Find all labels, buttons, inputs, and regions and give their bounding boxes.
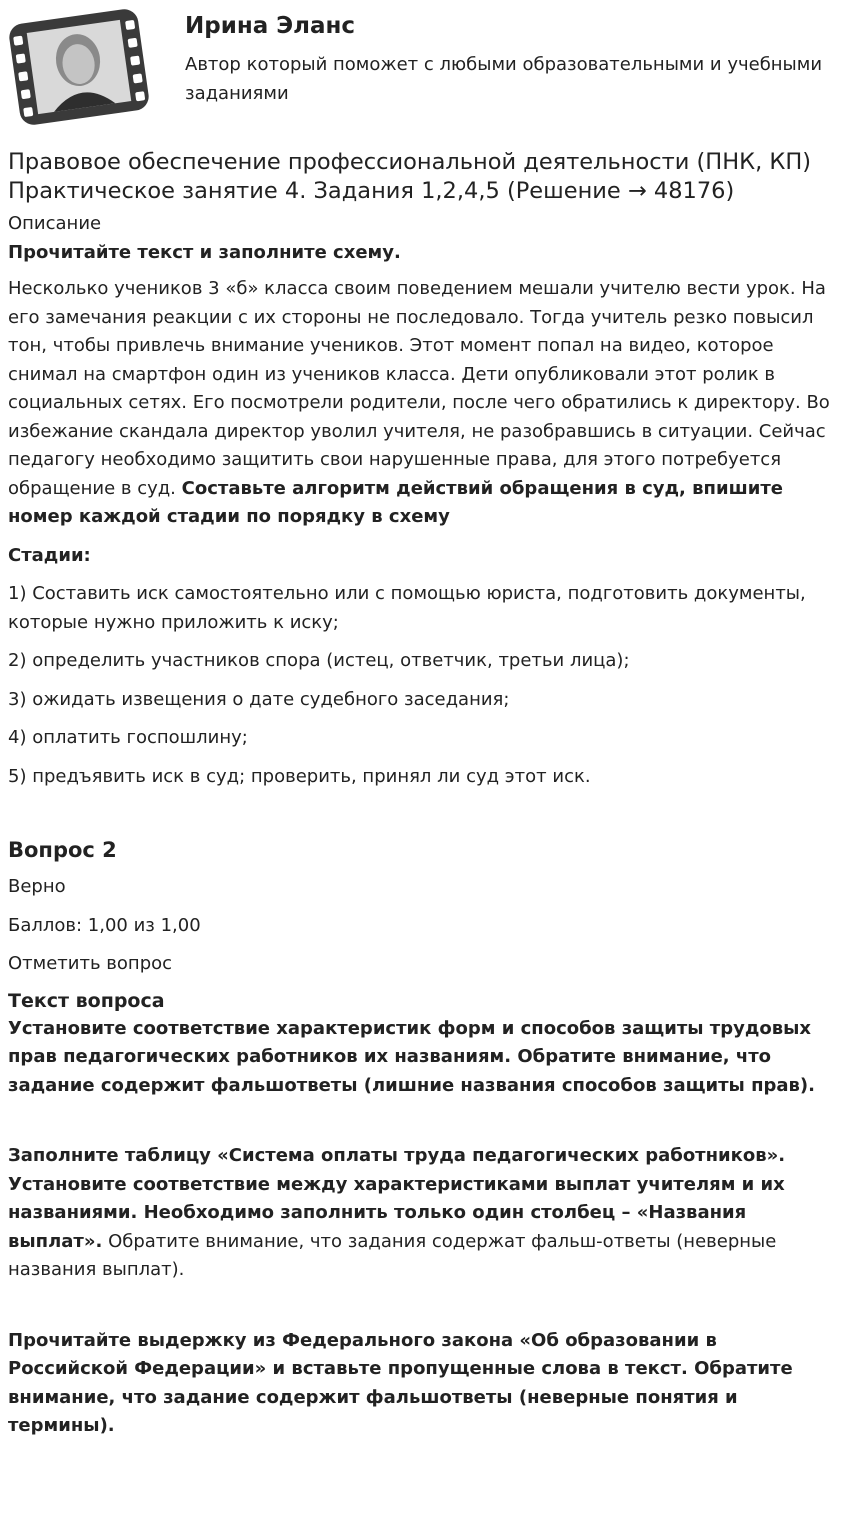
stage-item: 5) предъявить иск в суд; проверить, принял ли суд этот иск. <box>8 765 591 787</box>
task1-instruction: Составьте алгоритм действий обращения в суд, впишите номер каждой стадии по порядку в схему <box>8 477 783 527</box>
author-name[interactable]: Ирина Эланс <box>185 13 356 39</box>
description-label: Описание <box>8 213 102 234</box>
task5-text: Прочитайте выдержку из Федерального закона «Об образовании в Российской Федерации» и вставьте пропущенные слова в текст. Обратите внимание, что задание содержит фальшответы (неверные понятия и термины). <box>8 1329 793 1436</box>
question-text-label: Текст вопроса <box>8 989 165 1012</box>
stage-item: 2) определить участников спора (истец, ответчик, третьи лица); <box>8 650 630 671</box>
task1-heading: Прочитайте текст и заполните схему. <box>8 241 401 263</box>
question2-heading: Вопрос 2 <box>8 838 117 862</box>
page-title: Правовое обеспечение профессиональной деятельности (ПНК, КП) Практическое занятие 4. Задания 1,2,4,5 (Решение → 48176) <box>8 149 812 204</box>
stage-item: 4) оплатить госпошлину; <box>8 727 248 748</box>
stages-label: Стадии: <box>8 544 91 566</box>
main-content <box>8 148 843 1441</box>
question2-score: Баллов: 1,00 из 1,00 <box>8 914 201 936</box>
question2-status: Верно <box>8 876 66 897</box>
task4-paragraph <box>8 1142 843 1285</box>
task1-text: Несколько учеников 3 «б» класса своим поведением мешали учителю вести урок. На его замечания реакции с их стороны не последовало. Тогда учитель резко повысил тон, чтобы привлечь внимание учеников. Этот момент попал на видео, которое снимал на смартфон один из учеников класса. Дети опубликовали этот ролик в социальных сетях. Его посмотрели родители, после чего обратились к директору. Во избежание скандала директор уволил учителя, не разобравшись в ситуации. Сейчас педагогу необходимо защитить свои нарушенные права, для этого потребуется обращение в суд. <box>8 278 830 499</box>
author-block <box>0 0 847 140</box>
task4-bold-text: Заполните таблицу «Система оплаты труда педагогических работников». Установите соответствие между характеристиками выплат учителям и их названиями. Необходимо заполнить только один столбец – «Названия выплат». <box>8 1145 786 1252</box>
task4-normal-text: Обратите внимание, что задания содержат фальш-ответы (неверные названия выплат). <box>8 1230 777 1280</box>
task1-paragraph <box>8 275 843 532</box>
question2-text: Установите соответствие характеристик форм и способов защиты трудовых прав педагогических работников их названиям. Обратите внимание, что задание содержит фальшответы (лишние названия способов защиты прав). <box>8 1017 815 1096</box>
stage-item: 1) Составить иск самостоятельно или с помощью юриста, подготовить документы, которые нужно приложить к иску; <box>8 583 806 633</box>
author-description: Автор который поможет с любыми образовательными и учебными заданиями <box>185 54 823 104</box>
author-avatar <box>8 8 150 126</box>
flag-question-link[interactable]: Отметить вопрос <box>8 953 173 974</box>
stage-item: 3) ожидать извещения о дате судебного заседания; <box>8 688 510 710</box>
